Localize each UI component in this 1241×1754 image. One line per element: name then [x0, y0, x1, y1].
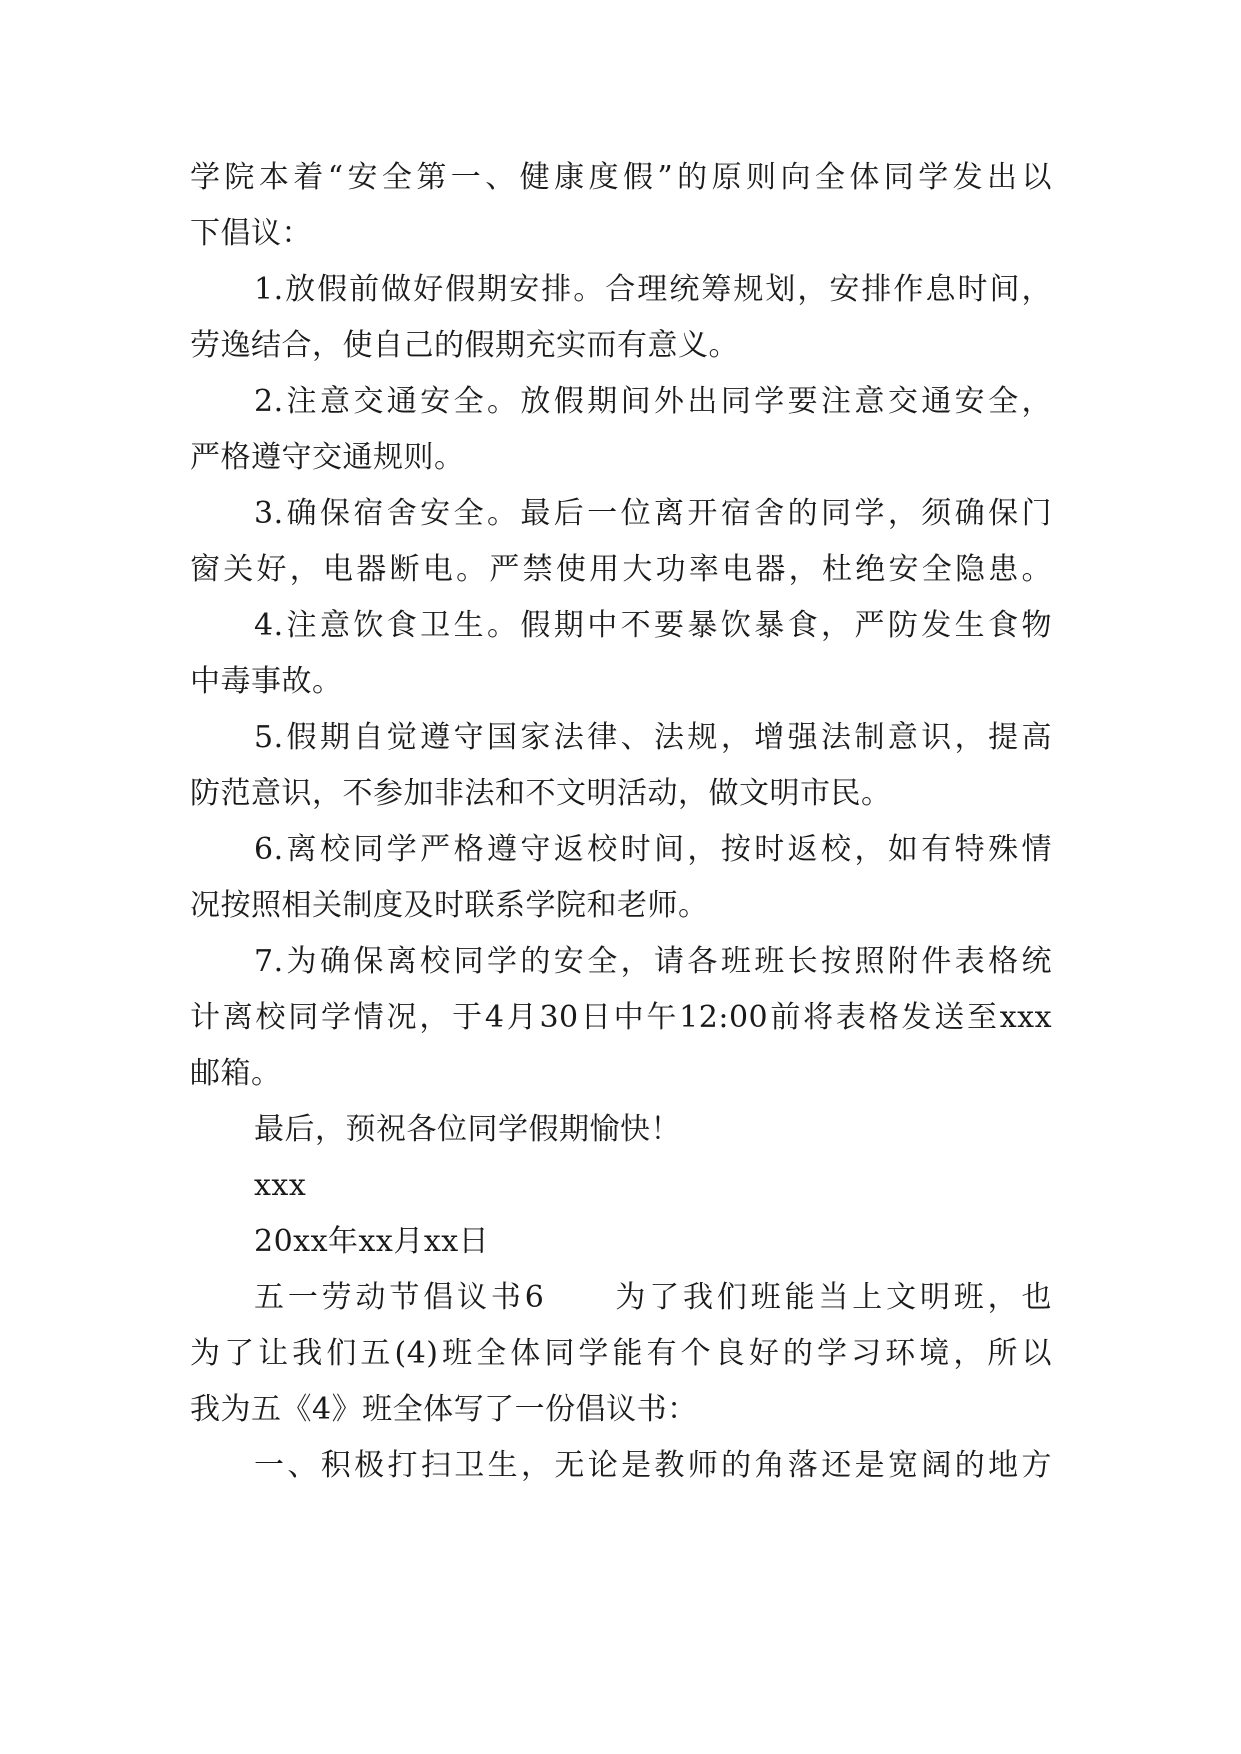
text-line: 3.确保宿舍安全。最后一位离开宿舍的同学，须确保门 — [254, 496, 1052, 531]
text-line: 计离校同学情况，于4月30日中午12:00前将表格发送至xxx — [190, 1000, 1052, 1035]
document-page — [190, 158, 1052, 1678]
text-line: 窗关好，电器断电。严禁使用大功率电器，杜绝安全隐患。 — [190, 552, 1052, 587]
text-line: 劳逸结合，使自己的假期充实而有意义。 — [190, 328, 739, 363]
text-line: 况按照相关制度及时联系学院和老师。 — [190, 888, 709, 923]
text-line: 中毒事故。 — [190, 664, 343, 699]
signature-date: 20xx年xx月xx日 — [254, 1224, 490, 1259]
text-line: 严格遵守交通规则。 — [190, 440, 465, 475]
text-line: 7.为确保离校同学的安全，请各班班长按照附件表格统 — [254, 944, 1052, 979]
text-line: 五一劳动节倡议书6 为了我们班能当上文明班，也 — [254, 1280, 1052, 1315]
text-line: 下倡议： — [190, 216, 312, 251]
text-line: 防范意识，不参加非法和不文明活动，做文明市民。 — [190, 776, 892, 811]
text-line: 学院本着“安全第一、健康度假”的原则向全体同学发出以 — [190, 160, 1052, 195]
text-line: 为了让我们五(4)班全体同学能有个良好的学习环境，所以 — [190, 1336, 1052, 1371]
text-line: 2.注意交通安全。放假期间外出同学要注意交通安全， — [254, 384, 1052, 419]
text-line: 我为五《4》班全体写了一份倡议书： — [190, 1392, 698, 1427]
text-line: 6.离校同学严格遵守返校时间，按时返校，如有特殊情 — [254, 832, 1052, 867]
text-line: 最后，预祝各位同学假期愉快！ — [254, 1112, 681, 1147]
text-line: 一、积极打扫卫生，无论是教师的角落还是宽阔的地方 — [254, 1448, 1052, 1483]
signature-name: xxx — [254, 1168, 307, 1203]
text-line: 邮箱。 — [190, 1056, 282, 1091]
text-line: 5.假期自觉遵守国家法律、法规，增强法制意识，提高 — [254, 720, 1052, 755]
text-line: 4.注意饮食卫生。假期中不要暴饮暴食，严防发生食物 — [254, 608, 1052, 643]
text-line: 1.放假前做好假期安排。合理统筹规划，安排作息时间， — [254, 272, 1052, 307]
